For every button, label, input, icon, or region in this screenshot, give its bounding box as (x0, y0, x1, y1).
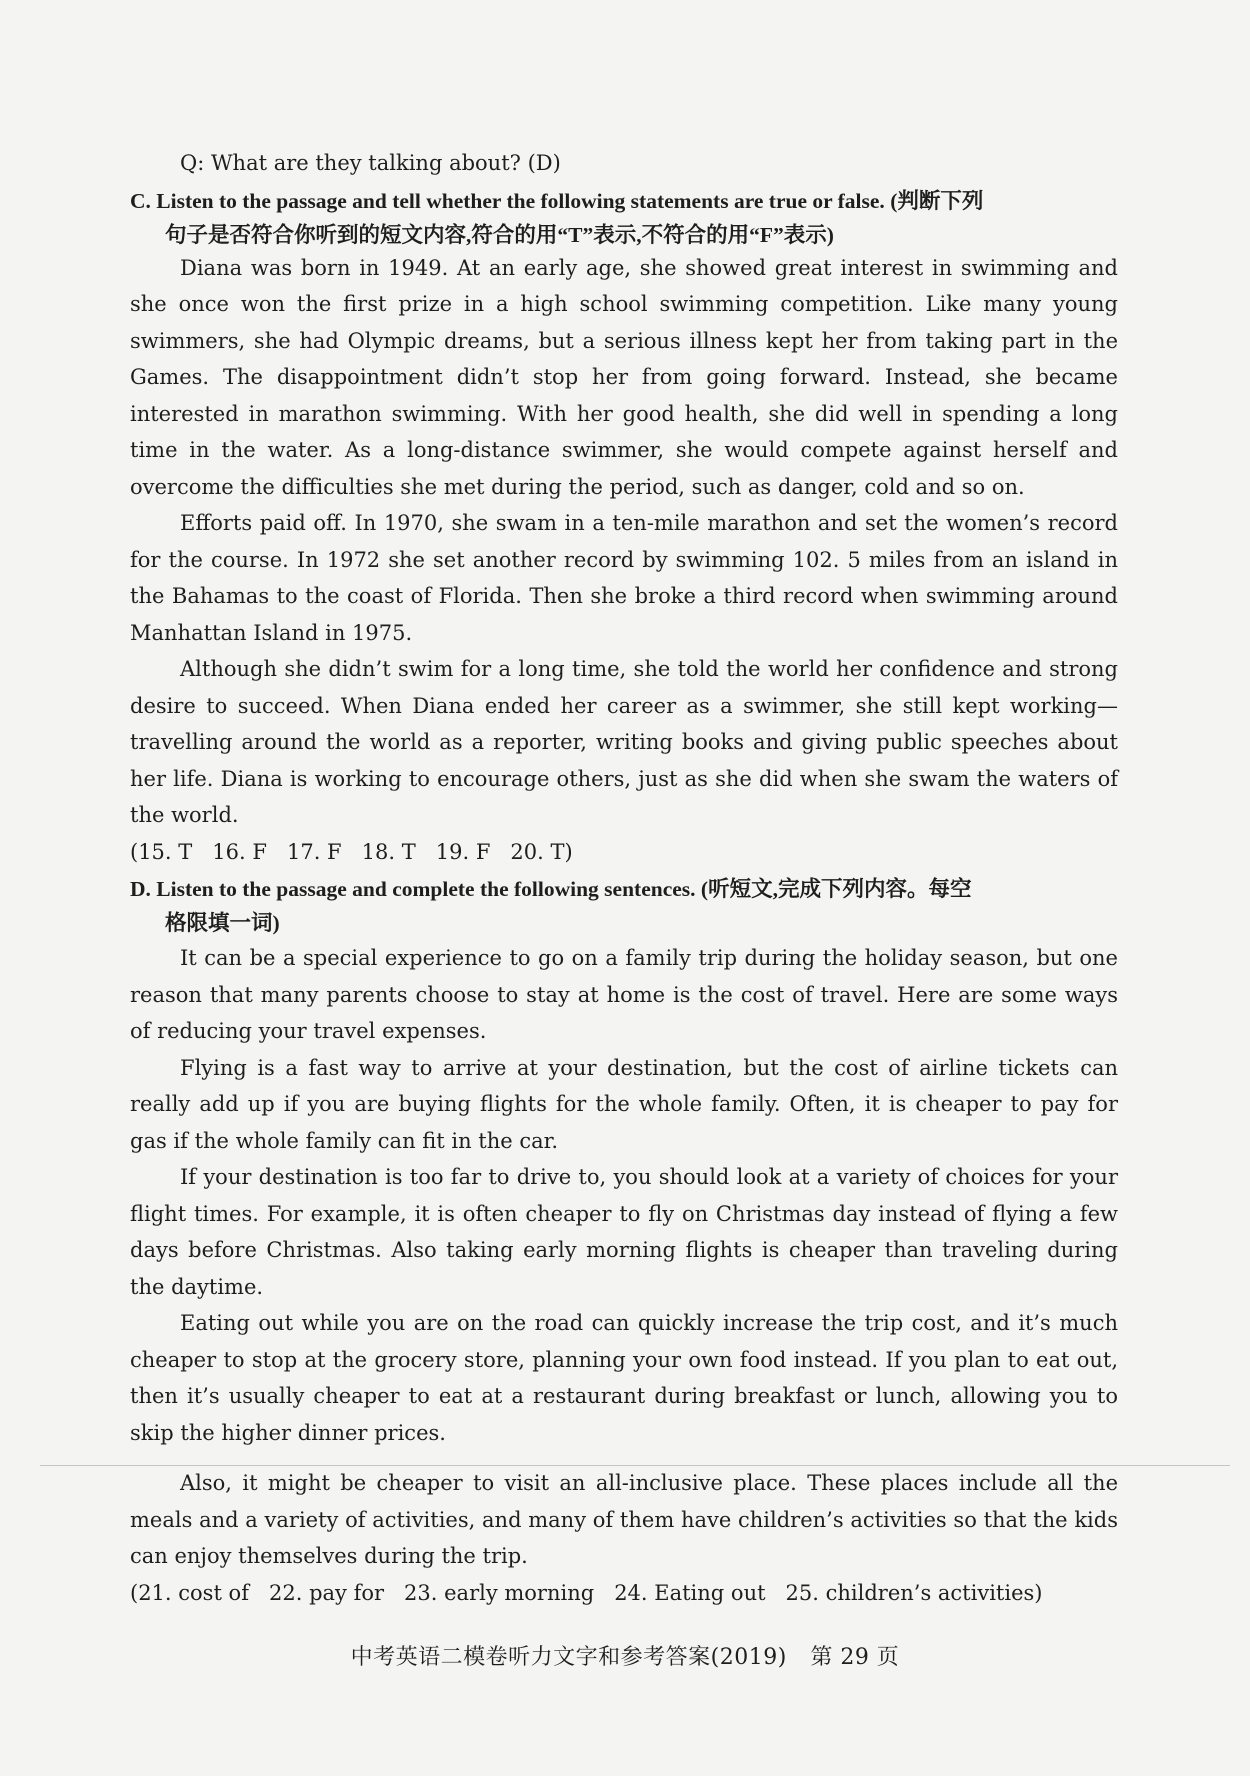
section-d (130, 872, 1118, 1611)
footer-title: 中考英语二模卷听力文字和参考答案(2019) (350, 1645, 787, 1670)
footer-page-number: 第 29 页 (810, 1645, 900, 1670)
section-c-heading-cn-1: (判断下列 (890, 188, 984, 213)
section-c-heading-cn-2: 句子是否符合你听到的短文内容,符合的用“T”表示,不符合的用“F”表示) (165, 222, 834, 247)
section-c-paragraph-1: Diana was born in 1949. At an early age, she showed great interest in swimming and she once won the first prize in a high school swimming competition. Like many young swimmers, she had Olympic dreams, but a serious illness kept her from taking part in the Games. The disappointment didn’t stop her from going forward. Instead, she became interested in marathon swimming. With her good health, she did well in spending a long time in the water. As a long-distance swimmer, she would compete against herself and overcome the difficulties she met during the period, such as danger, cold and so on. (130, 255, 1118, 499)
section-d-paragraph-3: If your destination is too far to drive to, you should look at a variety of choices for your flight times. For example, it is often cheaper to fly on Christmas day instead of flying a few days before Christmas. Also taking early morning flights is cheaper than traveling during the daytime. (130, 1165, 1118, 1299)
section-c-paragraph-3: Although she didn’t swim for a long time, she told the world her confidence and strong desire to succeed. When Diana ended her career as a swimmer, she still kept working—travelling around the world as a reporter, writing books and giving public speeches about her life. Diana is working to encourage others, just as she did when she swam the waters of the world. (130, 657, 1118, 827)
section-d-answers: (21. cost of 22. pay for 23. early morning 24. Eating out 25. children’s activities) (130, 1580, 1043, 1605)
section-d-heading (130, 872, 1118, 940)
section-d-paragraph-1: It can be a special experience to go on a family trip during the holiday season, but one reason that many parents choose to stay at home is the cost of travel. Here are some ways of reducing your travel expenses. (130, 946, 1118, 1043)
section-c (130, 184, 1118, 871)
page-footer (0, 1640, 1250, 1671)
section-c-paragraph-2: Efforts paid off. In 1970, she swam in a ten-mile marathon and set the women’s record for the course. In 1972 she set another record by swimming 102. 5 miles from an island in the Bahamas to the coast of Florida. Then she broke a third record when swimming around Manhattan Island in 1975. (130, 511, 1118, 645)
section-c-heading (130, 184, 1118, 252)
section-c-answers: (15. T 16. F 17. F 18. T 19. F 20. T) (130, 839, 573, 864)
section-d-heading-cn-1: (听短文,完成下列内容。每空 (700, 877, 972, 901)
section-d-paragraph-4: Eating out while you are on the road can quickly increase the trip cost, and it’s much cheaper to stop at the grocery store, planning your own food instead. If you plan to eat out, then it’s usually cheaper to eat at a restaurant during breakfast or lunch, allowing you to skip the higher dinner prices. (130, 1311, 1118, 1445)
section-d-heading-cn-2: 格限填一词) (165, 911, 280, 935)
section-d-paragraph-5: Also, it might be cheaper to visit an all-inclusive place. These places include all the meals and a variety of activities, and many of them have children’s activities so that the kids can enjoy themselves during the trip. (130, 1471, 1118, 1568)
section-d-paragraph-2: Flying is a fast way to arrive at your destination, but the cost of airline tickets can really add up if you are buying flights for the whole family. Often, it is cheaper to pay for gas if the whole family can fit in the car. (130, 1055, 1118, 1153)
section-c-heading-en: C. Listen to the passage and tell whether the following statements are true or false. (130, 188, 885, 213)
page-divider (40, 1465, 1230, 1466)
section-d-heading-en: D. Listen to the passage and complete the following sentences. (130, 877, 696, 901)
question-line: Q: What are they talking about? (D) (180, 151, 561, 175)
